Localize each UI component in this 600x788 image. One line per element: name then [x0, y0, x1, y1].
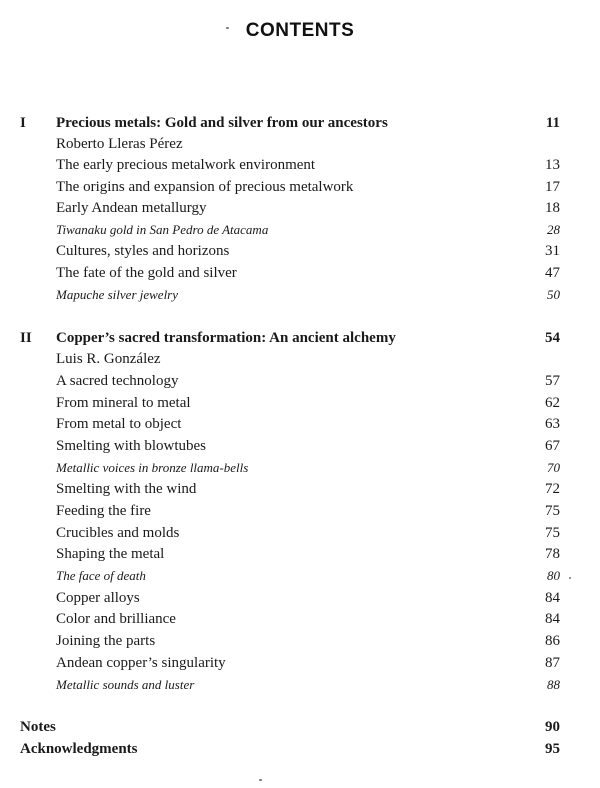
toc-entry[interactable] — [20, 392, 560, 414]
page-number: 28 — [547, 222, 560, 237]
scan-speck — [226, 27, 229, 29]
page-number: 75 — [545, 503, 560, 519]
entry-label: Color and brilliance — [56, 611, 176, 627]
page-number: 87 — [545, 655, 560, 671]
page-number: 72 — [545, 481, 560, 497]
toc-entry[interactable] — [20, 500, 560, 522]
entry-label: Crucibles and molds — [56, 525, 180, 541]
toc-entry[interactable] — [20, 543, 560, 565]
toc-entry[interactable] — [20, 176, 560, 198]
entry-label: Metallic sounds and luster — [56, 677, 195, 692]
page-number: 31 — [545, 243, 560, 259]
page-number: 57 — [545, 373, 560, 389]
toc-author-1 — [20, 133, 560, 155]
page-number: 80 — [547, 568, 560, 583]
page-number: 90 — [545, 719, 560, 735]
entry-label: The origins and expansion of precious metalwork — [56, 179, 354, 195]
entry-label: A sacred technology — [56, 373, 179, 389]
entry-label: Mapuche silver jewelry — [56, 287, 179, 302]
page-number: 78 — [545, 546, 560, 562]
part-title: Precious metals: Gold and silver from our ancestors — [56, 115, 388, 131]
scan-speck — [569, 577, 571, 579]
entry-label: The early precious metalwork environment — [56, 157, 316, 173]
entry-label: The fate of the gold and silver — [56, 265, 237, 281]
page-number: 67 — [545, 438, 560, 454]
page-number: 70 — [547, 460, 560, 475]
entry-label: Andean copper’s singularity — [56, 655, 226, 671]
page-number: 47 — [545, 265, 560, 281]
entry-label: Early Andean metallurgy — [56, 200, 207, 216]
page-number: 75 — [545, 525, 560, 541]
entry-label: The face of death — [56, 568, 146, 583]
toc-entry[interactable] — [20, 608, 560, 630]
page-number: 11 — [545, 115, 560, 131]
entry-label: Shaping the metal — [56, 546, 165, 562]
page-number: 88 — [547, 677, 560, 692]
toc-entry[interactable] — [20, 262, 560, 284]
toc-entry[interactable] — [20, 587, 560, 609]
page-number: 62 — [545, 395, 560, 411]
toc-entry[interactable] — [20, 240, 560, 262]
scan-speck — [259, 779, 262, 781]
entry-label: Smelting with blowtubes — [56, 438, 206, 454]
entry-label: Copper alloys — [56, 590, 140, 606]
toc-entry[interactable] — [20, 674, 560, 696]
toc-entry[interactable] — [20, 522, 560, 544]
page-number: 18 — [545, 200, 560, 216]
page-number: 13 — [545, 157, 560, 173]
page-number: 86 — [545, 633, 560, 649]
entry-label: Joining the parts — [56, 633, 156, 649]
part-title: Copper’s sacred transformation: An ancient alchemy — [56, 330, 396, 346]
page-number: 84 — [545, 611, 560, 627]
toc-entry[interactable] — [20, 435, 560, 457]
entry-label: Tiwanaku gold in San Pedro de Atacama — [56, 222, 269, 237]
toc-acknowledgments[interactable] — [20, 738, 560, 760]
entry-label: Notes — [20, 719, 56, 735]
toc-notes[interactable] — [20, 716, 560, 738]
entry-label: Cultures, styles and horizons — [56, 243, 230, 259]
toc-entry[interactable] — [20, 565, 560, 587]
author-name: Luis R. González — [56, 351, 161, 367]
toc-entry[interactable] — [20, 370, 560, 392]
toc-part-2[interactable] — [20, 327, 560, 349]
page-number: 17 — [545, 179, 560, 195]
entry-label: Acknowledgments — [20, 741, 138, 757]
toc-entry[interactable] — [20, 457, 560, 479]
toc-entry[interactable] — [20, 413, 560, 435]
toc-author-2 — [20, 348, 560, 370]
page-number: 63 — [545, 416, 560, 432]
toc-entry[interactable] — [20, 154, 560, 176]
page-number: 84 — [545, 590, 560, 606]
page-number: 54 — [545, 330, 560, 346]
toc-part-1[interactable] — [20, 112, 560, 134]
author-name: Roberto Lleras Pérez — [56, 136, 183, 152]
toc-entry[interactable] — [20, 630, 560, 652]
entry-label: From mineral to metal — [56, 395, 191, 411]
entry-label: Metallic voices in bronze llama-bells — [56, 460, 249, 475]
toc-entry[interactable] — [20, 478, 560, 500]
entry-label: From metal to object — [56, 416, 182, 432]
entry-label: Smelting with the wind — [56, 481, 197, 497]
toc-entry[interactable] — [20, 197, 560, 219]
part-numeral: II — [20, 330, 32, 346]
toc-entry[interactable] — [20, 284, 560, 306]
page-number: 50 — [547, 287, 560, 302]
toc-entry[interactable] — [20, 219, 560, 241]
toc-entry[interactable] — [20, 652, 560, 674]
page-number: 95 — [545, 741, 560, 757]
entry-label: Feeding the fire — [56, 503, 151, 519]
page-title: CONTENTS — [245, 20, 355, 41]
part-numeral: I — [20, 115, 26, 131]
